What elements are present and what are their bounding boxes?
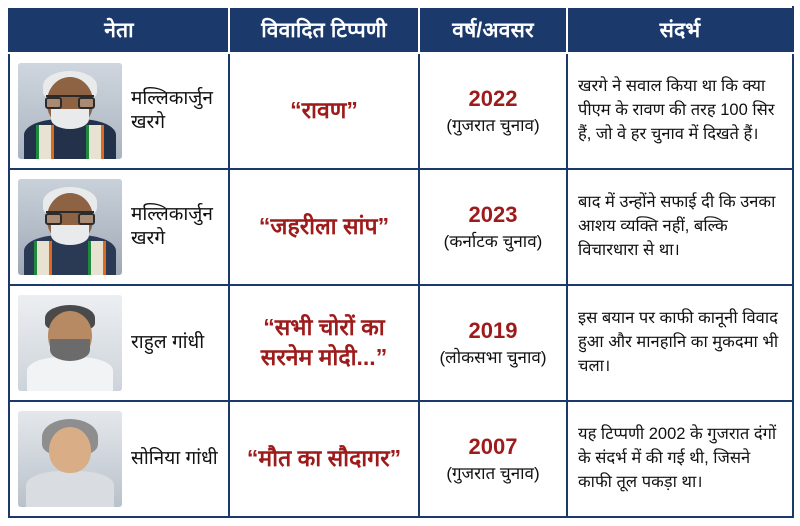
table-row [9, 285, 793, 401]
year-value: 2022 [468, 85, 518, 111]
controversial-quote: “जहरीला सांप” [229, 169, 419, 285]
reference-text: इस बयान पर काफी कानूनी विवाद हुआ और मानहानि का मुकदमा भी चला। [567, 285, 793, 401]
reference-text: यह टिप्पणी 2002 के गुजरात दंगों के संदर्भ में की गई थी, जिसने काफी तूल पकड़ा था। [567, 401, 793, 517]
leader-photo-cell [9, 285, 129, 401]
table-row [9, 169, 793, 285]
leader-name: मल्लिकार्जुन खरगे [129, 53, 229, 169]
portrait-mallikarjun-kharge [18, 63, 122, 159]
table-header [9, 7, 793, 53]
portrait-sonia-gandhi [18, 411, 122, 507]
year-value: 2023 [468, 201, 518, 227]
controversial-quote: “रावण” [229, 53, 419, 169]
controversial-quote: “मौत का सौदागर” [229, 401, 419, 517]
year-occasion-cell [419, 53, 567, 169]
controversial-quote: “सभी चोरों का सरनेम मोदी...” [229, 285, 419, 401]
occasion-value: (गुजरात चुनाव) [446, 116, 540, 136]
portrait-rahul-gandhi [18, 295, 122, 391]
year-value: 2007 [468, 433, 518, 459]
year-occasion-cell [419, 401, 567, 517]
leader-photo-cell [9, 169, 129, 285]
column-header-quote: विवादित टिप्पणी [229, 7, 419, 53]
table-row [9, 401, 793, 517]
table-body [9, 53, 793, 517]
column-header-leader: नेता [9, 7, 229, 53]
column-header-year: वर्ष/अवसर [419, 7, 567, 53]
leaders-quotes-table [8, 6, 794, 518]
header-row [9, 7, 793, 53]
leader-name: मल्लिकार्जुन खरगे [129, 169, 229, 285]
leader-name: सोनिया गांधी [129, 401, 229, 517]
occasion-value: (कर्नाटक चुनाव) [443, 232, 543, 252]
leader-photo-cell [9, 53, 129, 169]
occasion-value: (गुजरात चुनाव) [446, 464, 540, 484]
year-value: 2019 [468, 317, 518, 343]
table-row [9, 53, 793, 169]
reference-text: बाद में उन्होंने सफाई दी कि उनका आशय व्यक्ति नहीं, बल्कि विचारधारा से था। [567, 169, 793, 285]
occasion-value: (लोकसभा चुनाव) [439, 348, 547, 368]
reference-text: खरगे ने सवाल किया था कि क्या पीएम के रावण की तरह 100 सिर हैं, जो वे हर चुनाव में दिखते हैं। [567, 53, 793, 169]
leader-name: राहुल गांधी [129, 285, 229, 401]
year-occasion-cell [419, 285, 567, 401]
column-header-reference: संदर्भ [567, 7, 793, 53]
leader-photo-cell [9, 401, 129, 517]
portrait-mallikarjun-kharge [18, 179, 122, 275]
year-occasion-cell [419, 169, 567, 285]
